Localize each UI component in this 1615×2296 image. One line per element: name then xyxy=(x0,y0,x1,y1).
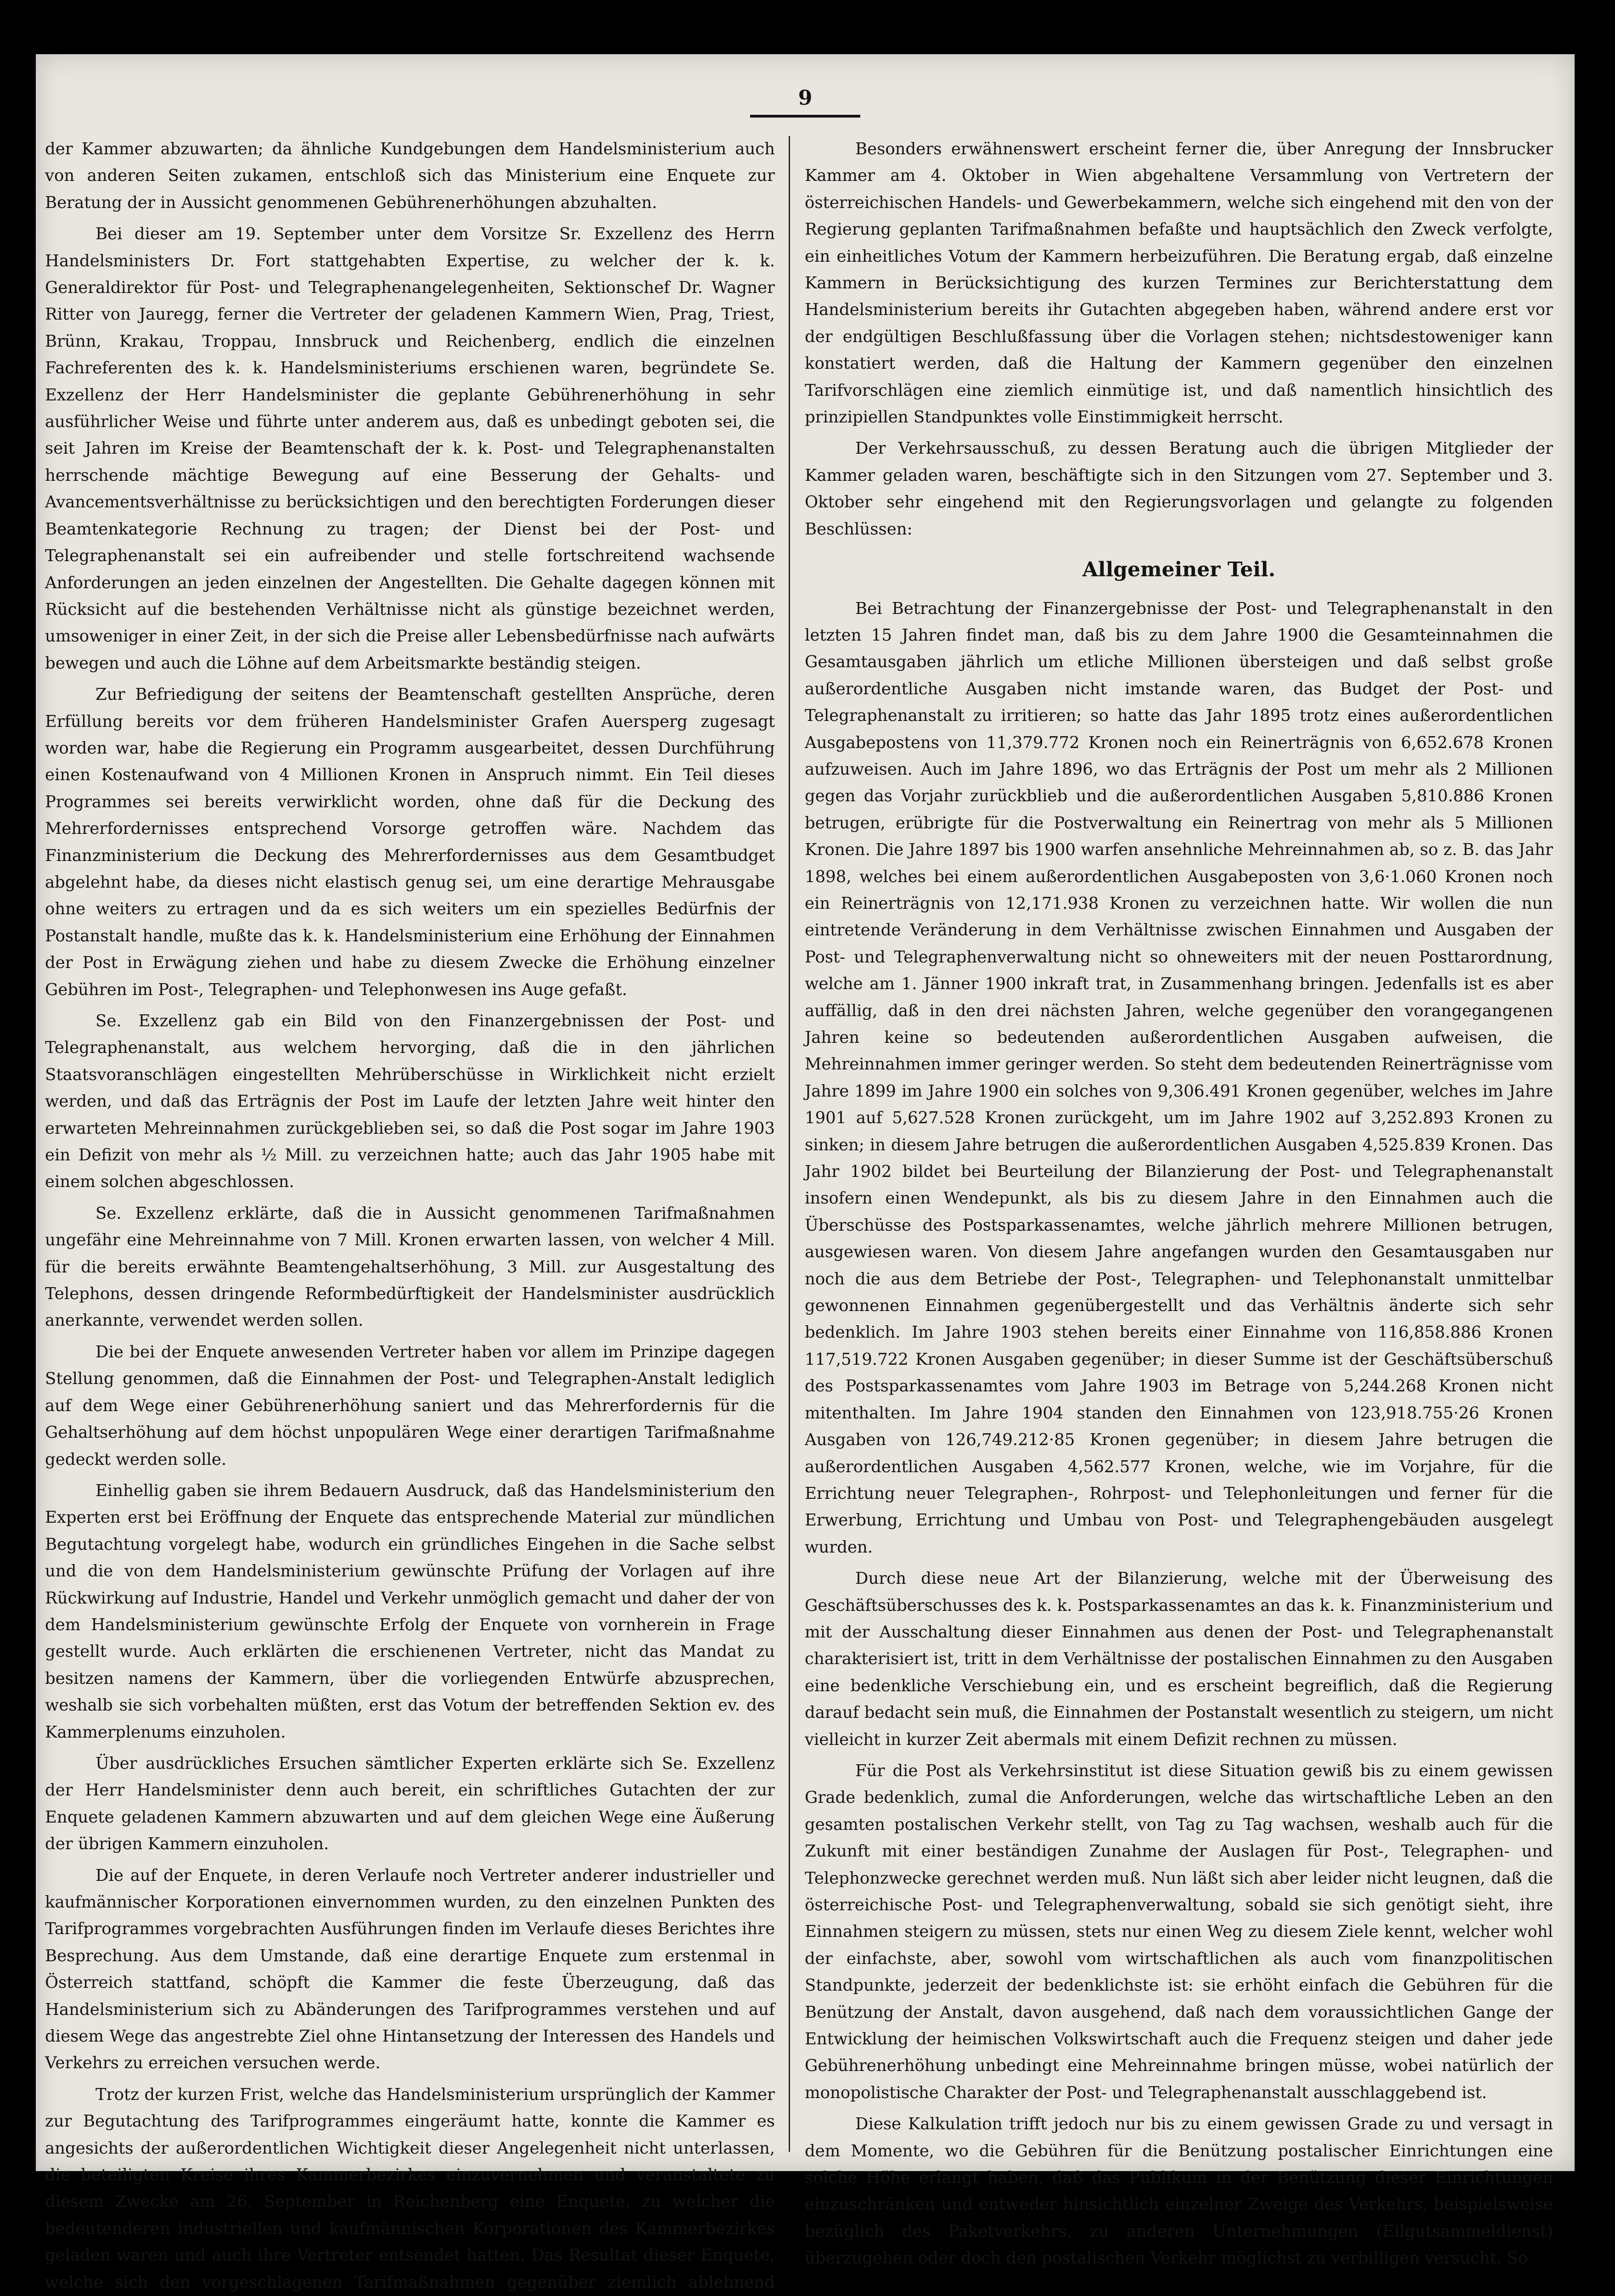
right-column xyxy=(805,136,1553,2268)
margin-letter: b xyxy=(36,261,43,272)
paragraph: Über ausdrückliches Ersuchen sämtlicher Experten erklärte sich Se. Exzellenz der Herr Handelsminister denn auch bereit, ein schriftliches Gutachten der zur Enquete geladenen Kammern abzuwarten und auf dem gleichen Wege eine Äußerung der übrigen Kammern einzuholen. xyxy=(45,1754,775,1854)
margin-letter: b xyxy=(36,367,43,379)
margin-letter: s xyxy=(36,447,41,459)
paragraph: Zur Befriedigung der seitens der Beamtenschaft gestellten Ansprüche, deren Erfüllung bereits vor dem früheren Handelsminister Grafen Auersperg zugesagt worden war, habe die Regierung ein Programm ausgearbeitet, dessen Durchführung einen Kostenaufwand von 4 Millionen Kronen in Anspruch nimmt. Ein Teil dieses Programmes sei bereits verwirklicht worden, ohne daß für die Deckung des Mehrerfordernisses entsprechend Vorsorge getroffen wäre. Nachdem das Finanzministerium die Deckung des Mehrerfordernisses aus dem Gesamtbudget abgelehnt habe, da dieses nicht elastisch genug sei, um eine derartige Mehrausgabe ohne weiters zu ertragen und da es sich weiters um ein spezielles Bedürfnis der Postanstalt handle, mußte das k. k. Handelsministerium eine Erhöhung der Einnahmen der Post in Erwägung ziehen und habe zu diesem Zwecke die Erhöhung einzelner Gebühren im Post-, Telegraphen- und Telephonwesen ins Auge gefaßt. xyxy=(45,685,775,999)
paragraph: Für die Post als Verkehrsinstitut ist diese Situation gewiß bis zu einem gewissen Grade bedenklich, zumal die Anforderungen, welche das wirtschaftliche Leben an den gesamten postalischen Verkehr stellt, von Tag zu Tag wachsen, weshalb auch für die Zukunft mit einer beständigen Zunahme der Auslagen für Post-, Telegraphen- und Telephonzwecke gerechnet werden muß. Nun läßt sich aber leider nicht leugnen, daß die österreichische Post- und Telegraphenverwaltung, sobald sie sich genötigt sieht, ihre Einnahmen steigern zu müssen, stets nur einen Weg zu diesem Ziele kennt, welcher wohl der einfachste, aber, sowohl vom wirtschaftlichen als auch vom finanzpolitischen Standpunkte, jederzeit der bedenklichste ist: sie erhöht einfach die Gebühren für die Benützung der Anstalt, davon ausgehend, daß nach dem voraussichtlichen Gange der Entwicklung der heimischen Volkswirtschaft auch die Frequenz steigen und daher jede Gebührenerhöhung unbedingt eine Mehreinnahme bringen müsse, wobei natürlich der monopolistische Charakter der Post- und Telegraphenanstalt ausschlaggebend ist. xyxy=(805,1761,1553,2102)
margin-letter: r xyxy=(36,208,41,219)
margin-letter: r xyxy=(36,181,41,192)
paragraph: Bei dieser am 19. September unter dem Vorsitze Sr. Exzellenz des Herrn Handelsministers Dr. Fort stattgehabten Expertise, zu welcher der k. k. Generaldirektor für Post- und Telegraphenangelegenheiten, Sektionschef Dr. Wagner Ritter von Jauregg, ferner die Vertreter der geladenen Kammern Wien, Prag, Triest, Brünn, Krakau, Troppau, Innsbruck und Reichenberg, endlich die einzelnen Fachreferenten des k. k. Handelsministeriums erschienen waren, begründete Se. Exzellenz der Herr Handelsminister die geplante Gebührenerhöhung in sehr ausführlicher Weise und führte unter anderem aus, daß es unbedingt geboten sei, die seit Jahren im Kreise der Beamtenschaft der k. k. Post- und Telegraphenanstalten herrschende mächtige Bewegung auf eine Besserung der Gehalts- und Avancementsverhältnisse zu berücksichtigen und den berechtigten Forderungen dieser Beamtenkategorie Rechnung zu tragen; der Dienst bei der Post- und Telegraphenanstalt sei ein aufreibender und stelle fortschreitend wachsende Anforderungen an jeden einzelnen der Angestellten. Die Gehalte dagegen können mit Rücksicht auf die bestehenden Verhältnisse nicht als günstige bezeichnet werden, umsoweniger in einer Zeit, in der sich die Preise aller Lebensbedürfnisse nach aufwärts bewegen und auch die Löhne auf dem Arbeitsmarkte beständig steigen. xyxy=(45,225,775,673)
paragraph: Durch diese neue Art der Bilanzierung, welche mit der Überweisung des Geschäftsüberschusses des k. k. Postsparkassenamtes an das k. k. Finanzministerium und mit der Ausschaltung dieser Einnahmen aus denen der Post- und Telegraphenanstalt charakterisiert ist, tritt in dem Verhältnisse der postalischen Einnahmen zu den Ausgaben eine bedenkliche Verschiebung ein, und es erscheint begreiflich, daß die Regierung darauf bedacht sein muß, die Einnahmen der Postanstalt wesentlich zu steigern, um nicht vielleicht in kurzer Zeit abermals mit einem Defizit rechnen zu müssen. xyxy=(805,1569,1553,1749)
right-intro-block xyxy=(805,136,1553,543)
right-section-block xyxy=(805,596,1553,2272)
paragraph: Bei Betrachtung der Finanzergebnisse der Post- und Telegraphenanstalt in den letzten 15 Jahren findet man, daß bis zu dem Jahre 1900 die Gesamteinnahmen die Gesamtausgaben jährlich um etliche Millionen übersteigen und daß selbst große außerordentliche Ausgaben nicht imstande waren, das Budget der Post- und Telegraphenanstalt zu irritieren; so hatte das Jahr 1895 trotz eines außerordentlichen Ausgabepostens von 11,379.772 Kronen noch ein Reinerträgnis von 6,652.678 Kronen aufzuweisen. Auch im Jahre 1896, wo das Erträgnis der Post um mehr als 2 Millionen gegen das Vorjahr zurückblieb und die außerordentlichen Ausgaben 5,810.886 Kronen betrugen, erübrigte für die Postverwaltung ein Reinertrag von mehr als 5 Millionen Kronen. Die Jahre 1897 bis 1900 warfen ansehnliche Mehreinnahmen ab, so z. B. das Jahr 1898, welches bei einem außerordentlichen Ausgabeposten von 3,6·1.060 Kronen noch ein Reinerträgnis von 12,171.938 Kronen zu verzeichnen hatte. Wir wollen die nun eintretende Veränderung in dem Verhältnisse zwischen Einnahmen und Ausgaben der Post- und Telegraphenverwaltung nicht so ohneweiters mit der neuen Posttarordnung, welche am 1. Jänner 1900 inkraft trat, in Zusammenhang bringen. Jedenfalls ist es aber auffällig, daß in den drei nächsten Jahren, welche gegenüber den vorangegangenen Jahren keine so bedeutenden außerordentlichen Ausgaben aufweisen, die Mehreinnahmen immer geringer werden. So steht dem bedeutenden Reinerträgnisse vom Jahre 1899 im Jahre 1900 ein solches von 9,306.491 Kronen gegenüber, welches im Jahre 1901 auf 5,627.528 Kronen zurückgeht, um im Jahre 1902 auf 3,252.893 Kronen zu sinken; in diesem Jahre betrugen die außerordentlichen Ausgaben 4,525.839 Kronen. Das Jahr 1902 bildet bei Beurteilung der Bilanzierung der Post- und Telegraphenanstalt insofern einen Wendepunkt, als bis zu diesem Jahre in den Einnahmen auch die Überschüsse des Postsparkassenamtes, welche jährlich mehrere Millionen betrugen, ausgewiesen waren. Von diesem Jahre angefangen wurden den Gesamtausgaben nur noch die aus dem Betriebe der Post-, Telegraphen- und Telephonanstalt unmittelbar gewonnenen Einnahmen gegenübergestellt und das Verhältnis änderte sich sehr bedenklich. Im Jahre 1903 stehen bereits einer Einnahme von 116,858.886 Kronen 117,519.722 Kronen Ausgaben gegenüber; in dieser Summe ist der Geschäftsüberschuß des Postsparkassenamtes vom Jahre 1903 im Betrage von 5,244.268 Kronen nicht mitenthalten. Im Jahre 1904 standen den Einnahmen von 123,918.755·26 Kronen Ausgaben von 126,749.212·85 Kronen gegenüber; in diesem Jahre betrugen die außerordentlichen Ausgaben 4,562.577 Kronen, welche, wie im Vorjahre, für die Errichtung neuer Telegraphen-, Rohrpost- und Telephonleitungen und ferner für die Erwerbung, Errichtung und Umbau von Post- und Telegraphengebäuden ausgelegt wurden. xyxy=(805,599,1553,1557)
paragraph: Diese Kalkulation trifft jedoch nur bis zu einem gewissen Grade zu und versagt in dem Momente, wo die Gebühren für die Benützung postalischer Einrichtungen eine solche Höhe erlangt haben, daß das Publikum in der Benützung dieser Einrichtungen einzuschränken und entweder hinsichtlich einzelner Zweige des Verkehrs, beispielsweise bezüglich des Paketverkehrs, zu anderen Unternehmungen (Eilgutsammeldienst) überzugehen oder doch den postalischen Verkehr möglichst zu verbilligen versucht. So xyxy=(805,2115,1553,2268)
newspaper-page xyxy=(36,54,1575,2292)
margin-letter: s xyxy=(36,527,41,539)
section-heading: Allgemeiner Teil. xyxy=(1082,558,1276,582)
page-number-rule xyxy=(750,115,860,118)
paragraph: Se. Exzellenz erklärte, daß die in Aussicht genommenen Tarifmaßnahmen ungefähr eine Mehreinnahme von 7 Mill. Kronen erwarten lassen, von welcher 4 Mill. für die bereits erwähnte Beamtengehaltserhöhung, 3 Mill. zur Ausgestaltung des Telephons, dessen dringende Reformbedürftigkeit der Handelsminister ausdrücklich anerkannte, verwendet werden sollen. xyxy=(45,1204,775,1330)
margin-letter: d xyxy=(36,554,43,565)
paragraph: Einhellig gaben sie ihrem Bedauern Ausdruck, daß das Handelsministerium den Experten erst bei Eröffnung der Enquete das entsprechende Material zur mündlichen Begutachtung vorgelegt habe, wodurch ein gründliches Eingehen in die Sache selbst und die von dem Handelsministerium gewünschte Prüfung der Vorlagen auf ihre Rückwirkung auf Industrie, Handel und Verkehr unmöglich gemacht und daher der von dem Handelsministerium gewünschte Erfolg der Enquete von vornherein in Frage gestellt wurde. Auch erklärten die erschienenen Vertreter, nicht das Mandat zu besitzen namens der Kammern, über die vorliegenden Entwürfe abzusprechen, weshalb sie sich vorbehalten müßten, erst das Votum der betreffenden Sektion ev. des Kammerplenums einzuholen. xyxy=(45,1481,775,1742)
paragraph: Se. Exzellenz gab ein Bild von den Finanzergebnissen der Post- und Telegraphenanstalt, aus welchem hervorging, daß die in den jährlichen Staatsvoranschlägen eingestellten Mehrüberschüsse in Wirklichkeit nicht erzielt werden, und daß das Erträgnis der Post im Laufe der letzten Jahre weit hinter den erwarteten Mehreinnahmen zurückgeblieben sei, so daß die Post sogar im Jahre 1903 ein Defizit von mehr als ½ Mill. zu verzeichnen hatte; auch das Jahr 1905 habe mit einem solchen abgeschlossen. xyxy=(45,1012,775,1192)
column-divider xyxy=(789,136,790,2152)
margin-letter: t xyxy=(36,234,40,246)
margin-letter: b xyxy=(36,474,43,485)
margin-letter: b xyxy=(36,421,43,432)
margin-letter: t xyxy=(36,314,40,326)
paragraph: Besonders erwähnenswert erscheint ferner die, über Anregung der Innsbrucker Kammer am 4. Oktober in Wien abgehaltene Versammlung von Vertretern der österreichischen Handels- und Gewerbekammern, welche sich eingehend mit den von der Regierung geplanten Tarifmaßnahmen befaßte und hauptsächlich den Zweck verfolgte, ein einheitliches Votum der Kammern herbeizuführen. Die Beratung ergab, daß einzelne Kammern in Berücksichtigung des kurzen Termines zur Berichterstattung dem Handelsministerium bereits ihr Gutachten abgegeben haben, während andere erst vor der endgültigen Beschlußfassung über die Vorlagen stehen; nichtsdestoweniger kann konstatiert werden, daß die Haltung der Kammern gegenüber den einzelnen Tarifvorschlägen eine ziemlich einmütige ist, und daß namentlich hinsichtlich des prinzipiellen Standpunktes volle Einstimmigkeit herrscht. xyxy=(805,140,1553,427)
paragraph: Die auf der Enquete, in deren Verlaufe noch Vertreter anderer industrieller und kaufmännischer Korporationen einvernommen wurden, zu den einzelnen Punkten des Tarifprogrammes vorgebrachten Ausführungen finden im Verlaufe dieses Berichtes ihre Besprechung. Aus dem Umstande, daß eine derartige Enquete zum erstenmal in Österreich stattfand, schöpft die Kammer die feste Überzeugung, daß das Handelsministerium sich zu Abänderungen des Tarifprogrammes verstehen und auf diesem Wege das angestrebte Ziel ohne Hintansetzung der Interessen des Handels und Verkehrs zu erreichen versuchen werde. xyxy=(45,1866,775,2073)
margin-letter: b xyxy=(36,394,43,405)
paragraph: der Kammer abzuwarten; da ähnliche Kundgebungen dem Handelsministerium auch von anderen Seiten zukamen, entschloß sich das Ministerium eine Enquete zur Beratung der in Aussicht genommenen Gebührenerhöhungen abzuhalten. xyxy=(45,140,775,212)
margin-letter: b xyxy=(36,287,43,299)
left-column xyxy=(45,136,775,2292)
margin-letter: b xyxy=(36,501,43,512)
paragraph: Der Verkehrsausschuß, zu dessen Beratung auch die übrigen Mitglieder der Kammer geladen waren, beschäftigte sich in den Sitzungen vom 27. September und 3. Oktober sehr eingehend mit den Regierungsvorlagen und gelangte zu folgenden Beschlüssen: xyxy=(805,439,1553,539)
paragraph: Trotz der kurzen Frist, welche das Handelsministerium ursprünglich der Kammer zur Begutachtung des Tarifprogrammes eingeräumt hatte, konnte die Kammer es angesichts der außerordentlichen Wichtigkeit dieser Angelegenheit nicht unterlassen, die beteiligten Kreise ihres Kammerbezirkes einzuvernehmen und veranstaltete zu diesem Zwecke am 26. September in Reichenberg eine Enquete, zu welcher die bedeutenderen industriellen und kaufmännischen Korporationen des Kammerbezirkes geladen waren und auch ihre Vertreter entsendet hatten. Das Resultat dieser Enquete, welche sich den vorgeschlagenen Tarifmaßnahmen gegenüber ziemlich ablehnend xyxy=(45,2085,775,2292)
page-number: 9 xyxy=(798,86,813,110)
paragraph: Die bei der Enquete anwesenden Vertreter haben vor allem im Prinzipe dagegen Stellung genommen, daß die Einnahmen der Post- und Telegraphen-Anstalt lediglich auf dem Wege einer Gebührenerhöhung saniert und das Mehrerfordernis für die Gehaltserhöhung auf dem höchst unpopulären Wege einer derartigen Tarifmaßnahme gedeckt werden solle. xyxy=(45,1342,775,1469)
margin-letter: s xyxy=(36,341,41,352)
